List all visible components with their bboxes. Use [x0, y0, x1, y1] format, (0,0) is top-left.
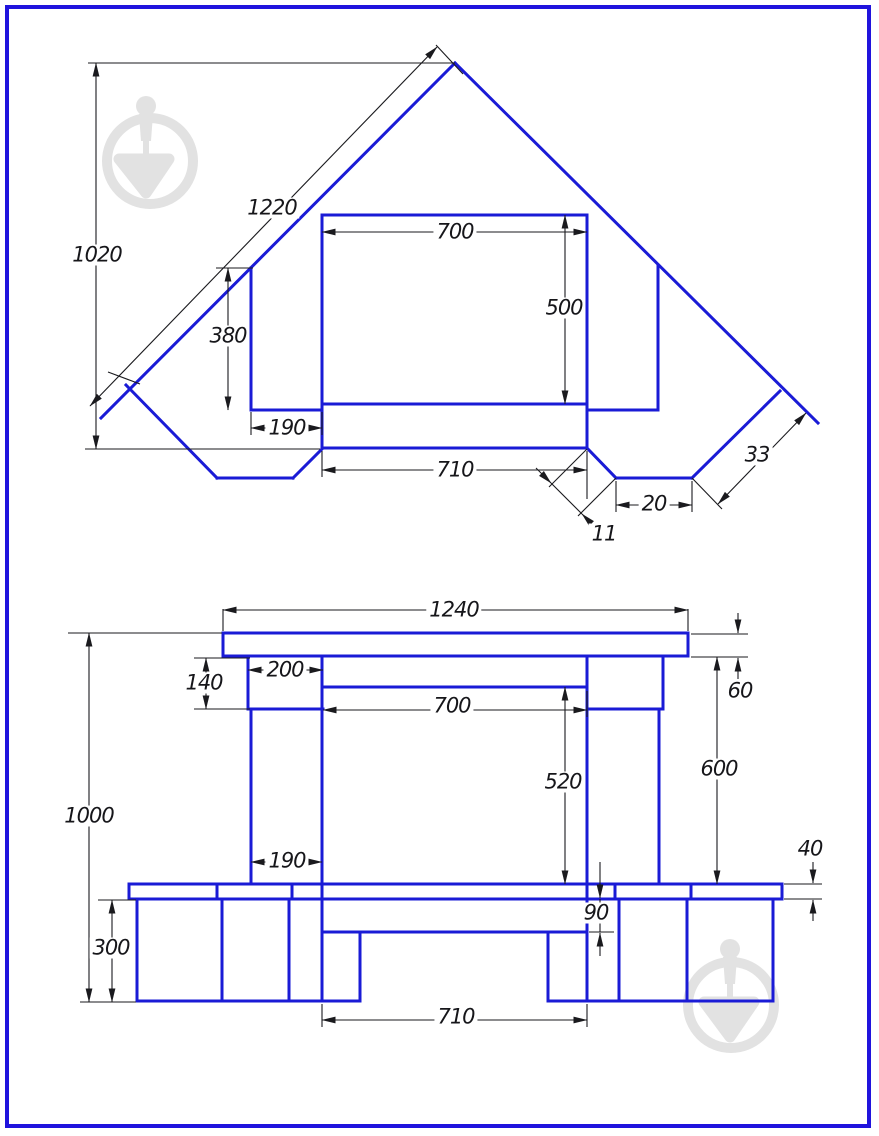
dim-front-mantel-width: 1240 — [426, 600, 481, 621]
dim-front-opening-width: 700 — [430, 696, 473, 717]
dim-front-hearth-width: 710 — [434, 1007, 477, 1028]
dim-plan-pillar-depth: 190 — [265, 418, 308, 439]
dim-plan-chamfer-small: 11 — [589, 524, 620, 545]
dim-front-plinth-height: 40 — [795, 839, 826, 860]
dim-front-capital-width: 200 — [263, 660, 306, 681]
dim-plan-total-depth: 1020 — [69, 245, 124, 266]
dim-plan-firebox-depth: 500 — [542, 298, 585, 319]
dim-plan-firebox-width: 700 — [433, 222, 476, 243]
trowel-logo-icon-bottom-right — [688, 939, 774, 1048]
dim-plan-diagonal-width: 1220 — [244, 198, 299, 219]
dim-front-base-height: 300 — [89, 938, 132, 959]
dim-front-mantel-thickness: 60 — [725, 681, 756, 702]
dim-front-capital-height: 140 — [182, 673, 225, 694]
dim-front-gap-height: 90 — [581, 903, 612, 924]
trowel-logo-icon-top-left — [107, 96, 193, 204]
dim-front-opening-height: 520 — [541, 772, 584, 793]
plan-view-outline — [101, 63, 818, 478]
dim-plan-side-depth: 380 — [206, 326, 249, 347]
front-view-outline — [129, 633, 782, 1001]
dim-front-under-mantel: 600 — [697, 759, 740, 780]
dim-plan-front-width: 710 — [433, 460, 476, 481]
dim-plan-notch-flat: 20 — [639, 494, 670, 515]
plan-view-dimensions — [85, 45, 806, 529]
dim-front-pillar-width: 190 — [265, 851, 308, 872]
dim-plan-chamfer-large: 33 — [742, 445, 773, 466]
dim-front-total-height: 1000 — [61, 806, 116, 827]
